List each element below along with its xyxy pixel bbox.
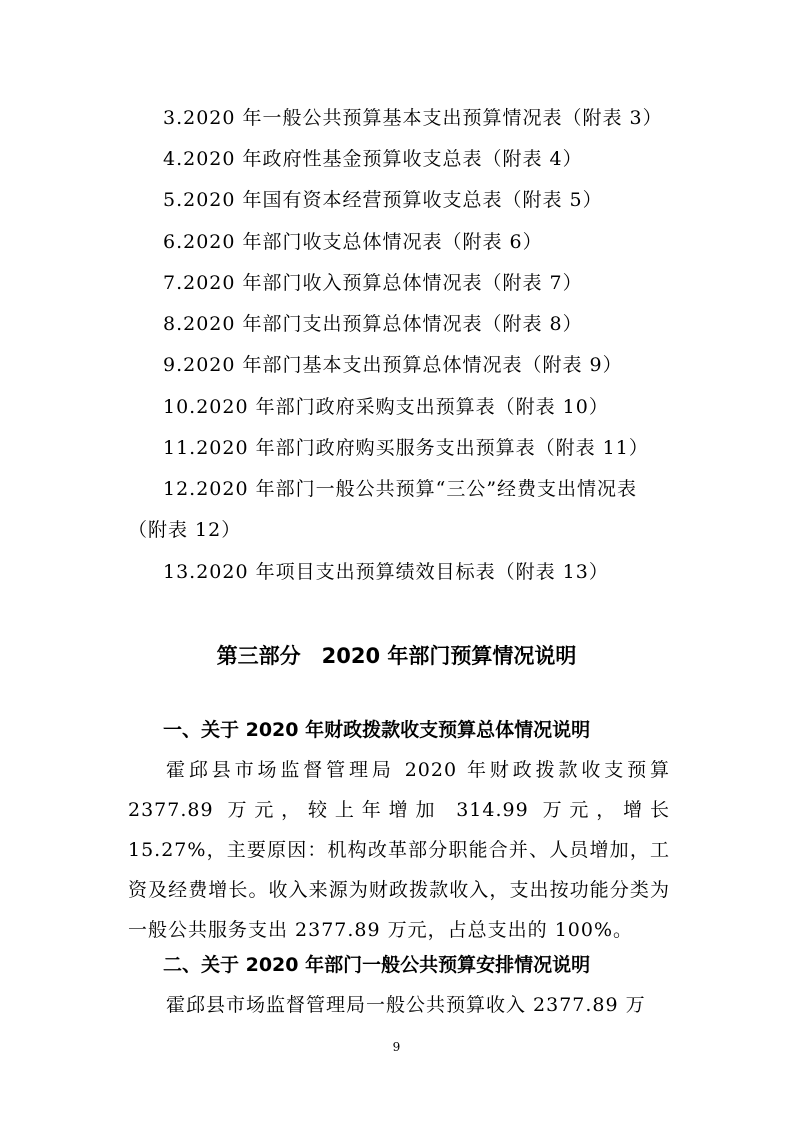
attachment-item-3: 3.2020 年一般公共预算基本支出预算情况表（附表 3） [163,107,663,129]
attachment-item-6: 6.2020 年部门收支总体情况表（附表 6） [163,231,543,253]
attachment-item-7: 7.2020 年部门收入预算总体情况表（附表 7） [163,272,583,294]
section1-body: 霍邱县市场监督管理局 2020 年财政拨款收支预算 2377.89 万元，较上年增加 314.99 万元，增长 15.27%，主要原因：机构改革部分职能合并、人员增加，工资及经费增长。收入来源为财政拨款收入，支出按功能分类为一般公共服务支出 2377.89 万元，占总支出的 100%。 [128,759,670,941]
attachment-item-8: 8.2020 年部门支出预算总体情况表（附表 8） [163,313,583,335]
attachment-item-9: 9.2020 年部门基本支出预算总体情况表（附表 9） [163,354,623,376]
attachment-item-12-continued: （附表 12） [128,519,242,541]
page-number: 9 [392,1040,401,1054]
attachment-item-5: 5.2020 年国有资本经营预算收支总表（附表 5） [163,189,603,211]
attachment-item-11: 11.2020 年部门政府购买服务支出预算表（附表 11） [163,437,649,459]
attachment-item-10: 10.2020 年部门政府采购支出预算表（附表 10） [163,396,609,418]
section1-heading: 一、关于 2020 年财政拨款收支预算总体情况说明 [163,719,591,741]
attachment-item-4: 4.2020 年政府性基金预算收支总表（附表 4） [163,148,583,170]
attachment-item-13: 13.2020 年项目支出预算绩效目标表（附表 13） [163,561,609,583]
section2-heading: 二、关于 2020 年部门一般公共预算安排情况说明 [163,954,591,976]
section2-body: 霍邱县市场监督管理局一般公共预算收入 2377.89 万 [166,994,646,1016]
section-title: 第三部分 2020 年部门预算情况说明 [216,644,577,668]
attachment-item-12: 12.2020 年部门一般公共预算“三公”经费支出情况表 [163,478,638,500]
